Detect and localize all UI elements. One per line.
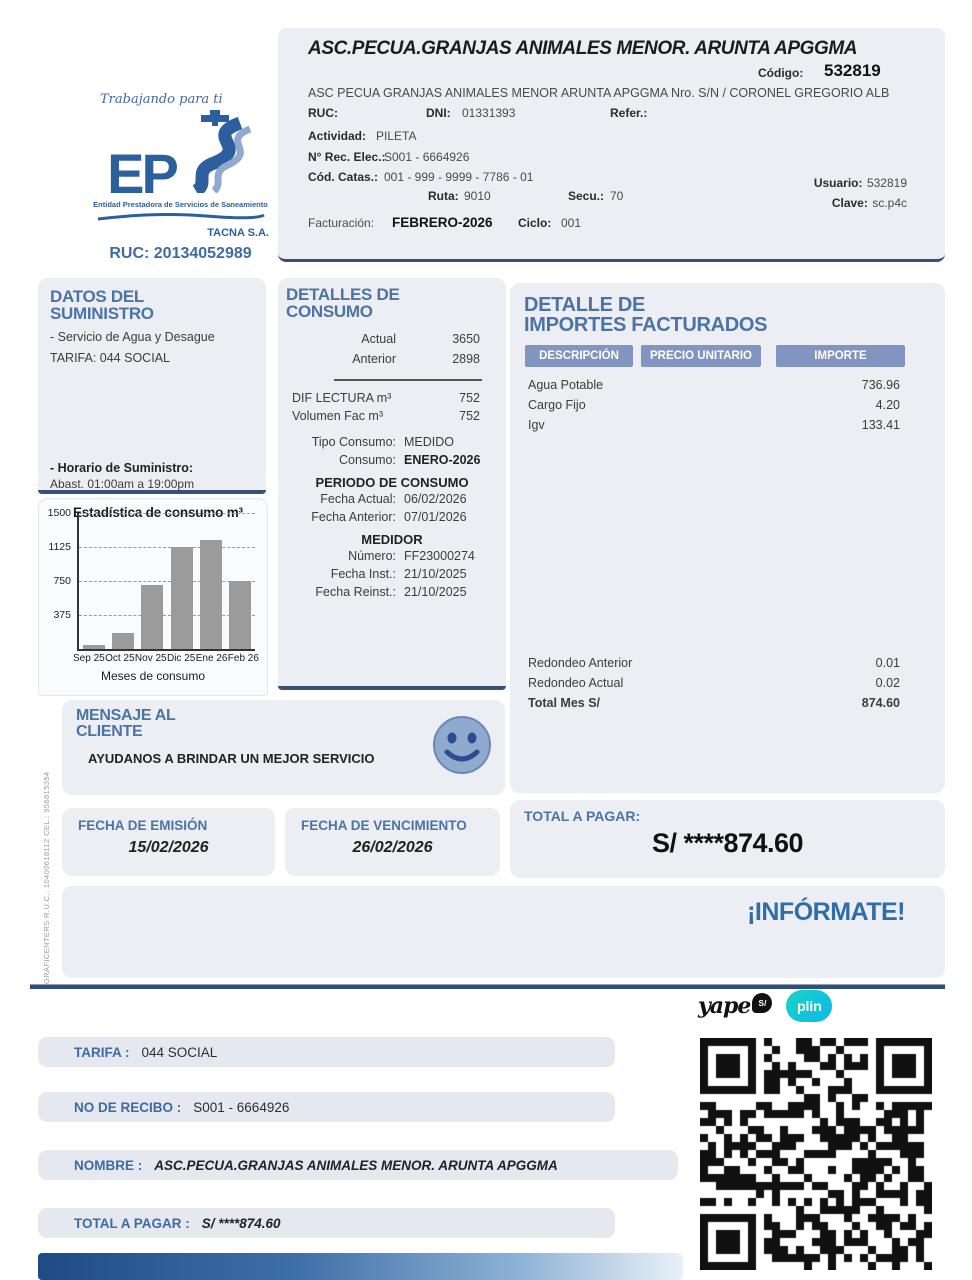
periodo-title: PERIODO DE CONSUMO [315,474,469,490]
vol-value: 752 [459,408,480,423]
importe-desc: Redondeo Anterior [528,656,633,670]
total-label: TOTAL A PAGAR: [524,808,641,824]
fecha-reinst-value: 21/10/2025 [404,584,467,599]
column-header-descripcion: DESCRIPCIÓN [525,345,633,367]
y-tick-label: 375 [53,609,71,621]
column-header-importe: IMPORTE [776,345,905,367]
importe-value: 4.20 [875,398,900,412]
chart-xaxis-label: Meses de consumo [100,669,206,683]
fecha-anterior-value: 07/01/2026 [404,509,467,524]
yape-logo-text: yape [698,993,751,1019]
importes-title-line2: IMPORTES FACTURADOS [524,314,768,337]
actual-value: 3650 [452,331,480,346]
fecha-actual-value: 06/02/2026 [404,491,467,506]
secu-value: 70 [610,189,624,203]
logo-subtitle: Entidad Prestadora de Servicios de Saneamiento [93,200,268,209]
bar-nov-25 [141,585,163,649]
issue-date-panel [62,808,275,876]
bottom-blue-band [38,1253,683,1280]
codigo-value: 532819 [824,61,881,80]
importes-row [510,395,945,415]
x-tick-label: Oct 25 [105,653,135,664]
summary-total-row [38,1208,615,1238]
logo-tagline: Trabajando para ti [100,92,223,107]
summary-nombre-value: ASC.PECUA.GRANJAS ANIMALES MENOR. ARUNTA APGGMA [154,1157,558,1173]
y-tick-label: 1125 [48,541,71,553]
summary-nombre-row [38,1150,678,1180]
summary-tarifa-label: TARIFA : [74,1044,130,1060]
importes-footer [510,653,945,713]
bar-slot [169,547,195,649]
summary-recibo-label: NO DE RECIBO : [74,1099,182,1115]
secu-label: Secu.: [568,189,605,203]
medidor-numero-label: Número: [348,548,396,563]
summary-total-label: TOTAL A PAGAR : [74,1215,190,1231]
importes-title-line1: DETALLE DE [524,294,646,316]
usuario-value: 532819 [866,176,907,190]
tarifa-line: TARIFA: 044 SOCIAL [50,350,170,365]
importe-value: 133.41 [861,418,900,432]
importes-row [510,415,945,435]
consumo-label: Consumo: [339,452,396,467]
importe-desc: Redondeo Actual [528,676,624,690]
tipo-consumo-label: Tipo Consumo: [311,434,396,449]
reading-separator-line [334,379,482,381]
customer-header-panel [278,28,945,262]
printer-credit-text: GRAFICENTERS R.U.C.: 10400618112 CEL.: 956615354 [42,771,51,984]
facturacion-label: Facturación: [308,216,375,230]
supply-title-line2: SUMINISTRO [50,304,154,324]
yape-logo [698,993,772,1019]
anterior-value: 2898 [452,351,480,366]
consumption-chart-panel [38,498,268,696]
importe-desc: Cargo Fijo [528,398,586,412]
emision-value: 15/02/2026 [128,839,209,856]
actual-label: Actual [361,331,396,346]
chart-xlabels [73,653,259,664]
ciclo-value: 001 [561,216,582,230]
customer-message-panel [62,700,505,795]
mensaje-body: AYUDANOS A BRINDAR UN MEJOR SERVICIO [88,750,375,766]
column-header-precio-unitario: PRECIO UNITARIO [641,345,761,367]
cod-catas-value: 001 - 999 - 9999 - 7786 - 01 [384,170,534,184]
actividad-label: Actividad: [308,129,367,143]
bar-dic-25 [171,547,193,649]
clave-label: Clave: [831,196,868,210]
importe-desc: Igv [528,418,545,432]
bar-slot [110,633,136,649]
horario-value: Abast. 01:00am a 19:00pm [50,476,195,491]
customer-address: ASC PECUA GRANJAS ANIMALES MENOR ARUNTA APGGMA Nro. S/N / CORONEL GREGORIO ALB [308,86,890,100]
logo-ruc: RUC: 20134052989 [109,245,252,262]
supply-title-line1: DATOS DEL [50,287,144,306]
consumption-details-panel [278,278,506,690]
bar-feb-26 [229,581,251,649]
emision-label: FECHA DE EMISIÓN [78,818,208,833]
smiley-face-icon [431,714,493,781]
informate-panel [62,886,945,978]
mensaje-title-line2: CLIENTE [76,723,143,741]
ciclo-label: Ciclo: [518,216,552,230]
mensaje-title-line1: MENSAJE AL [76,707,176,724]
bar-oct-25 [112,633,134,649]
importes-row [510,673,945,693]
fecha-actual-label: Fecha Actual: [320,491,396,506]
qr-code-container [696,1036,936,1272]
total-value: S/ ****874.60 [651,828,804,858]
section-divider-line [30,984,945,989]
due-date-panel [285,808,500,876]
importe-value: 874.60 [861,696,900,710]
anterior-label: Anterior [352,351,396,366]
bar-slot [139,585,165,649]
rec-elec-label: N° Rec. Elec.: [308,150,386,164]
fecha-inst-value: 21/10/2025 [404,566,467,581]
bar-slot [81,645,107,649]
plin-logo: plin [786,990,832,1022]
consumo-title-line2: CONSUMO [286,302,373,322]
importe-desc: Total Mes S/ [528,696,601,710]
consumo-title-line1: DETALLES DE [286,285,400,304]
actividad-value: PILETA [376,129,417,143]
bar-slot [198,540,224,649]
yape-currency-bubble-icon: S/ [752,993,772,1013]
medidor-title: MEDIDOR [361,531,423,547]
importe-value: 0.02 [875,676,900,690]
payment-methods [698,990,832,1022]
importe-value: 0.01 [875,656,900,670]
dni-label: DNI: [426,106,451,120]
ruta-label: Ruta: [428,189,459,203]
fecha-inst-label: Fecha Inst.: [330,566,396,581]
chart-bars [79,513,255,649]
x-tick-label: Feb 26 [227,653,259,664]
vencimiento-value: 26/02/2026 [352,839,433,856]
service-type: - Servicio de Agua y Desague [50,329,215,344]
customer-name-title: ASC.PECUA.GRANJAS ANIMALES MENOR. ARUNTA APGGMA [308,38,858,59]
bar-slot [227,581,253,649]
chart-title: Estadística de consumo m³ [73,505,243,520]
importes-rows [510,375,945,435]
informate-text: ¡INFÓRMATE! [747,898,905,926]
fecha-anterior-label: Fecha Anterior: [311,509,396,524]
logo-swoosh [96,212,266,222]
vol-label: Volumen Fac m³ [292,408,384,423]
bar-ene-26 [200,540,222,649]
x-tick-label: Sep 25 [73,653,105,664]
x-tick-label: Dic 25 [166,653,196,664]
usuario-label: Usuario: [813,176,863,190]
total-to-pay-panel [510,800,945,878]
y-tick-label: 750 [53,575,71,587]
y-tick-label: 1500 [47,507,71,519]
consumo-value: ENERO-2026 [404,452,481,467]
summary-total-value: S/ ****874.60 [201,1215,281,1231]
billed-amounts-panel [510,283,945,793]
vencimiento-label: FECHA DE VENCIMIENTO [301,818,467,833]
importe-desc: Agua Potable [528,378,604,392]
x-tick-label: Ene 26 [195,653,228,664]
importes-row [510,375,945,395]
eps-logo-text: EP [107,142,176,206]
ruta-value: 9010 [464,189,491,203]
supply-data-panel [38,278,266,494]
horario-label: - Horario de Suministro: [50,460,194,475]
chart-yaxis [43,507,73,649]
summary-nombre-label: NOMBRE : [74,1157,143,1173]
bar-sep-25 [83,645,105,649]
fecha-reinst-label: Fecha Reinst.: [315,584,396,599]
summary-recibo-row [38,1092,615,1122]
eps-logo [88,92,273,263]
summary-tarifa-row [38,1037,615,1067]
logo-company: TACNA S.A. [207,227,269,239]
tipo-consumo-value: MEDIDO [404,434,454,449]
refer-label: Refer.: [610,106,648,120]
importes-row [510,653,945,673]
clave-value: sc.p4c [872,196,907,210]
cod-catas-label: Cód. Catas.: [308,170,379,184]
water-wave-icon [176,107,254,198]
dif-value: 752 [459,390,480,405]
dif-label: DIF LECTURA m³ [292,390,392,405]
qr-code [700,1038,932,1270]
x-tick-label: Nov 25 [134,653,167,664]
facturacion-value: FEBRERO-2026 [392,215,493,230]
codigo-label: Código: [758,66,804,80]
rec-elec-value: S001 - 6664926 [384,150,470,164]
summary-tarifa-value: 044 SOCIAL [141,1044,218,1060]
dni-value: 01331393 [462,106,516,120]
summary-recibo-value: S001 - 6664926 [193,1099,290,1115]
importes-row [510,693,945,713]
ruc-label: RUC: [308,106,338,120]
importe-value: 736.96 [861,378,900,392]
chart-plot [77,513,255,651]
medidor-numero-value: FF23000274 [404,548,475,563]
